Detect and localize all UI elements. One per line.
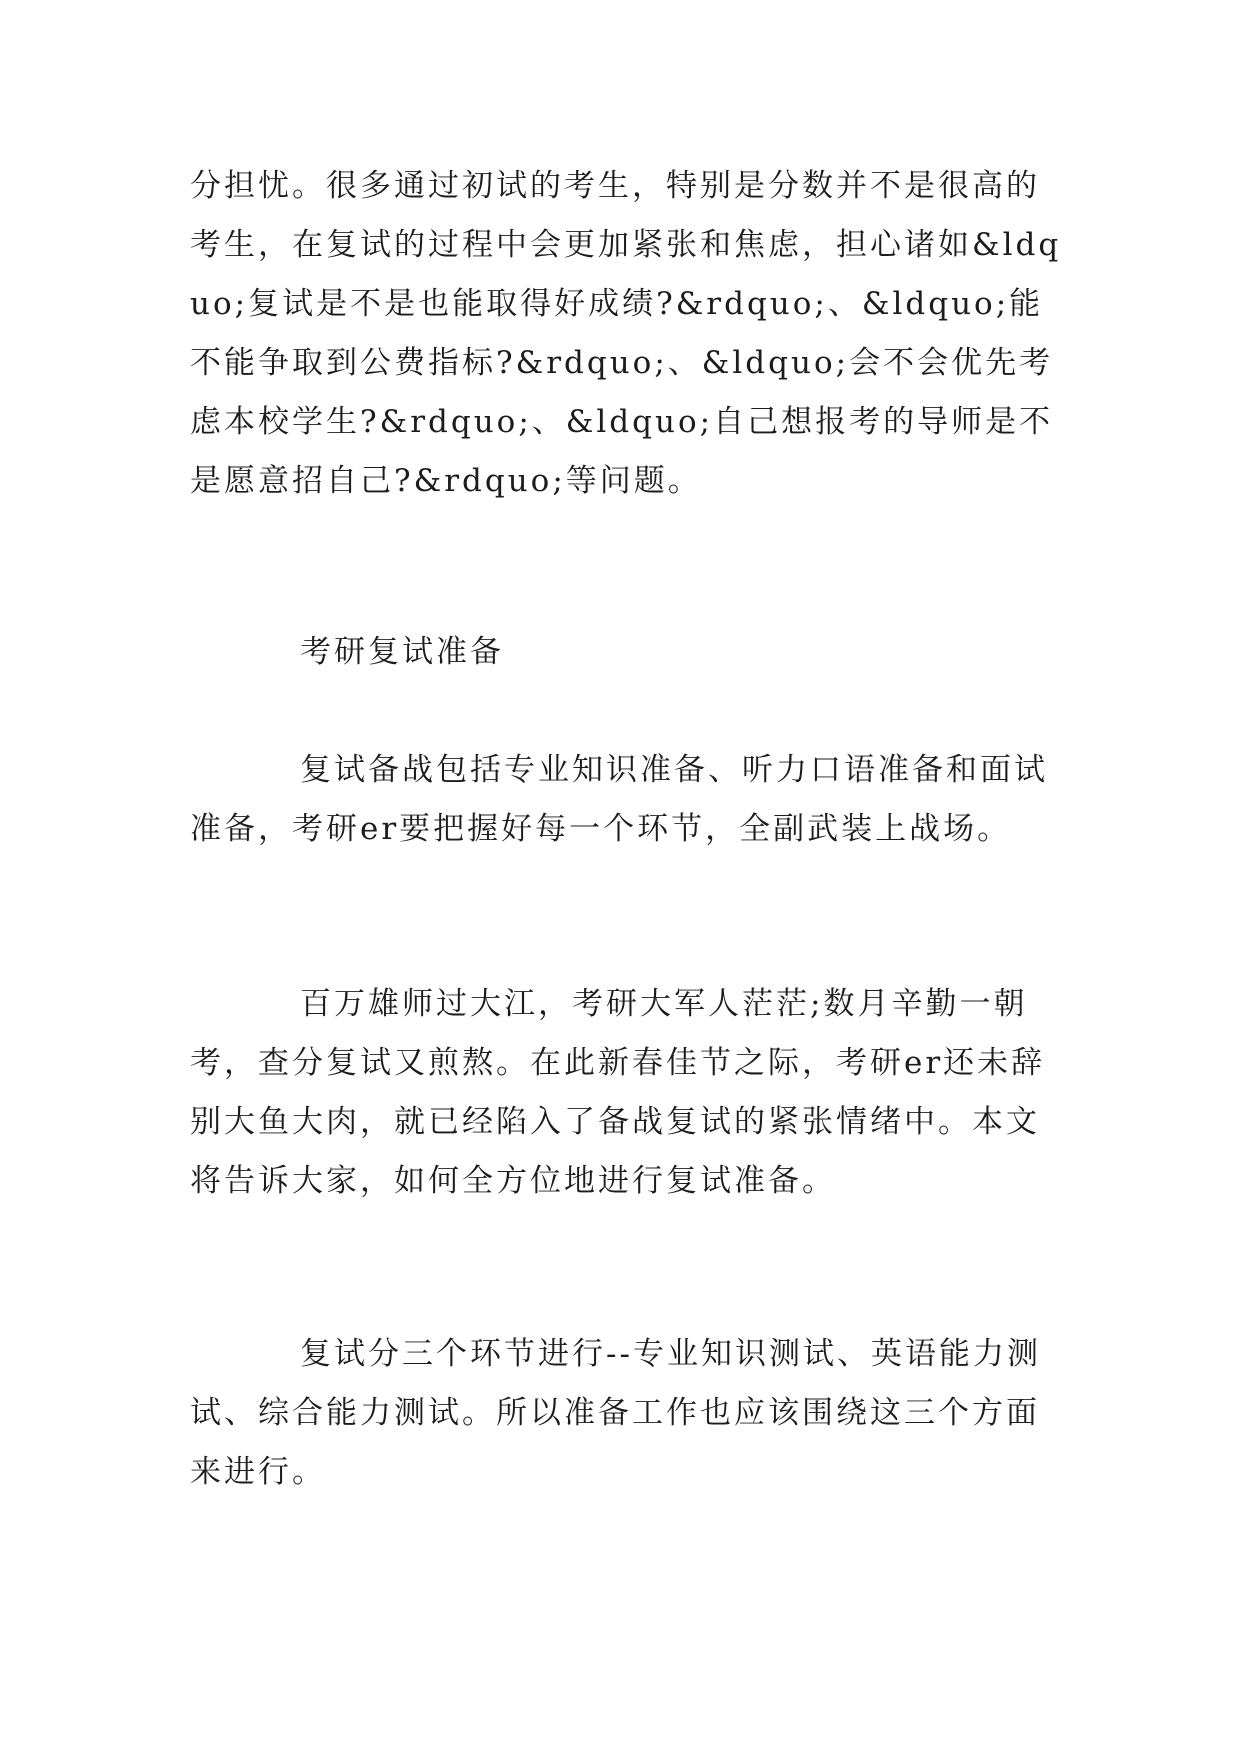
paragraph: 百万雄师过大江，考研大军人茫茫;数月辛勤一朝考，查分复试又煎熬。在此新春佳节之际，考研er还未辞别大鱼大肉，就已经陷入了备战复试的紧张情绪中。本文将告诉大家，如何全方位地进行复试准备。 <box>190 986 1046 1199</box>
paragraph: 复试分三个环节进行--专业知识测试、英语能力测试、综合能力测试。所以准备工作也应该围绕这三个方面来进行。 <box>190 1336 1041 1490</box>
paragraph: 复试备战包括专业知识准备、听力口语准备和面试准备，考研er要把握好每一个环节，全副武装上战场。 <box>190 752 1048 847</box>
paragraph-continuation: 分担忧。很多通过初试的考生，特别是分数并不是很高的考生，在复试的过程中会更加紧张和焦虑，担心诸如&ldquo;复试是不是也能取得好成绩?&rdquo;、&ldquo;能不能争取到公费指标?&rdquo;、&ldquo;会不会优先考虑本校学生?&rdquo;、&ldquo;自己想报考的导师是不是愿意招自己?&rdquo;等问题。 <box>190 168 1062 499</box>
section-heading: 考研复试准备 <box>300 634 504 670</box>
